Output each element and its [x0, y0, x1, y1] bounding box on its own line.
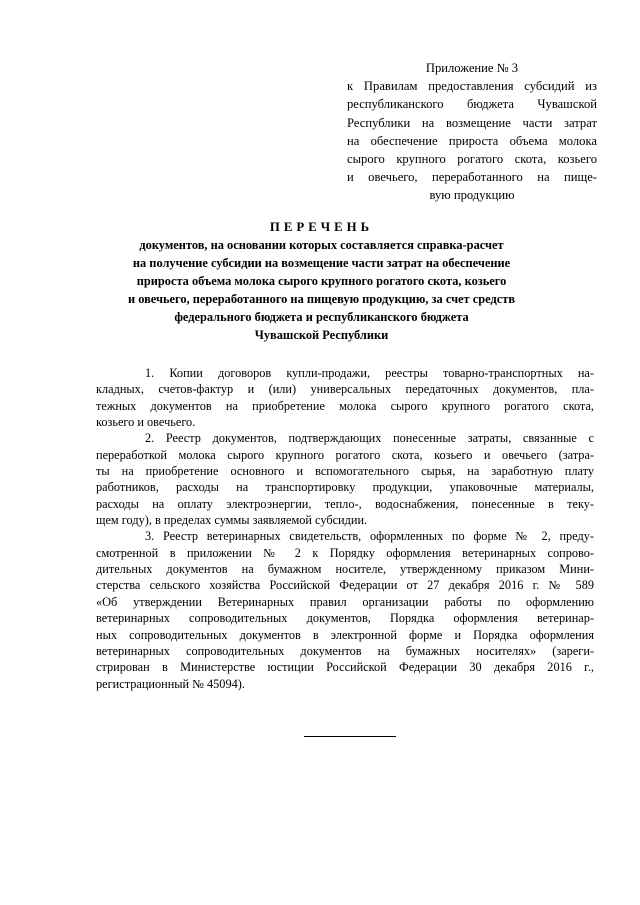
item-line: козьего и овечьего.	[96, 415, 196, 430]
item-line: ных сопроводительных документов в электронной форме и Порядка оформления	[96, 627, 594, 642]
appendix-title: Приложение № 3	[425, 61, 519, 75]
appendix-block	[347, 59, 597, 205]
heading-line: Чувашской Республики	[254, 328, 389, 342]
item-line: работников, расходы на транспортировку продукции, упаковочные материалы,	[96, 480, 594, 495]
item-line: регистрационный № 45094).	[96, 676, 245, 691]
heading-title: ПЕРЕЧЕНЬ	[269, 220, 374, 234]
item-line: щем году), в пределах суммы заявляемой субсидии.	[96, 513, 368, 528]
closing-divider	[304, 736, 396, 737]
item-line: ветеринарных сопроводительных документов, Порядка оформления ветеринар-	[96, 611, 594, 626]
list-item-3	[96, 528, 594, 691]
heading-line: на получение субсидии на возмещение части затрат на обеспечение	[132, 256, 511, 270]
heading-line: и овечьего, переработанного на пищевую продукцию, за счет средств	[127, 292, 516, 306]
list-item-1	[96, 365, 594, 430]
item-line: кладных, счетов-фактур и (или) универсальных передаточных документов, пла-	[96, 382, 594, 397]
appendix-line: на обеспечение прироста объема молока	[347, 133, 597, 148]
heading-line: федерального бюджета и республиканского бюджета	[174, 310, 469, 324]
item-line: 3. Реестр ветеринарных свидетельств, оформленных по форме № 2, преду-	[145, 529, 594, 544]
item-line: ветеринарных сопроводительных документов на бумажных носителях» (зареги-	[96, 643, 594, 658]
item-line: тежных документов на приобретение молока сырого крупного рогатого скота,	[96, 398, 594, 413]
appendix-line: республиканского бюджета Чувашской	[347, 97, 597, 112]
item-line: переработкой молока сырого крупного рогатого скота, козьего и овечьего (затра-	[96, 447, 594, 462]
item-line: стрирован в Министерстве юстиции Российской Федерации 30 декабря 2016 г.,	[96, 660, 594, 675]
document-body	[96, 365, 594, 692]
item-line: 2. Реестр документов, подтверждающих понесенные затраты, связанные с	[145, 431, 594, 446]
item-line: стерства сельского хозяйства Российской Федерации от 27 декабря 2016 г. № 589	[96, 578, 594, 593]
item-line: смотренной в приложении № 2 к Порядку оформления ветеринарных сопрово-	[96, 545, 594, 560]
item-line: 1. Копии договоров купли-продажи, реестры товарно-транспортных на-	[145, 366, 594, 380]
heading-line: прироста объема молока сырого крупного рогатого скота, козьего	[136, 274, 507, 288]
item-line: «Об утверждении Ветеринарных правил организации работы по оформлению	[96, 594, 594, 609]
appendix-line: и овечьего, переработанного на пище-	[347, 170, 597, 185]
appendix-line: к Правилам предоставления субсидий из	[347, 79, 597, 94]
appendix-line: вую продукцию	[429, 188, 515, 203]
list-item-2	[96, 430, 594, 528]
document-heading	[100, 218, 543, 344]
appendix-line: сырого крупного рогатого скота, козьего	[347, 152, 597, 167]
heading-line: документов, на основании которых составляется справка-расчет	[139, 238, 504, 252]
item-line: ты на приобретение основного и вспомогательного сырья, на заработную плату	[96, 464, 594, 479]
item-line: дительных документов на бумажном носителе, утвержденному приказом Мини-	[96, 562, 594, 577]
item-line: расходы на оплату электроэнергии, тепло-, водоснабжения, понесенные в теку-	[96, 496, 594, 511]
appendix-line: Республики на возмещение части затрат	[347, 115, 597, 130]
